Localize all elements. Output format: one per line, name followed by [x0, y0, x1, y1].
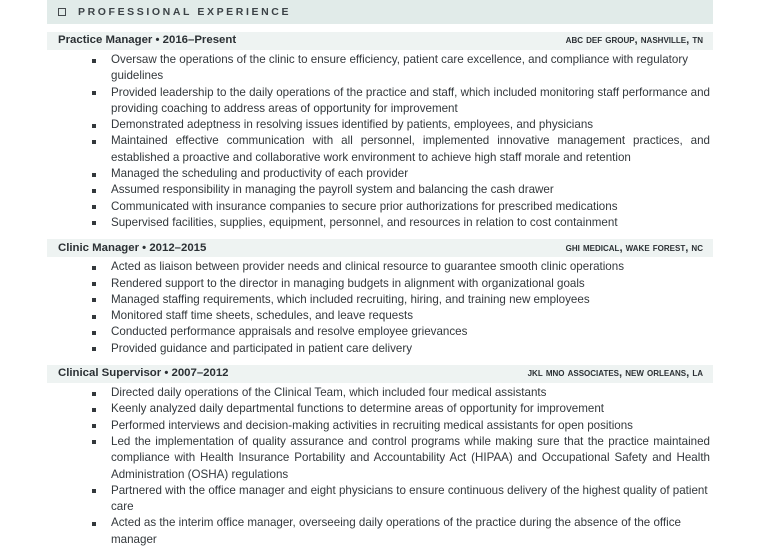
spacer — [47, 24, 713, 32]
list-item: Rendered support to the director in managing budgets in alignment with organizational goals — [47, 276, 713, 292]
list-item: Communicated with insurance companies to secure prior authorizations for prescribed medications — [47, 199, 713, 215]
job-title-0: Practice Manager • 2016–Present — [58, 34, 237, 47]
job-block-0 — [47, 32, 713, 231]
job-title-2: Clinical Supervisor • 2007–2012 — [58, 367, 229, 380]
list-item: Conducted performance appraisals and resolve employee grievances — [47, 324, 713, 340]
list-item: Supervised facilities, supplies, equipment, personnel, and resources in relation to cost containment — [47, 215, 713, 231]
list-item: Monitored staff time sheets, schedules, and leave requests — [47, 308, 713, 324]
job-title-1: Clinic Manager • 2012–2015 — [58, 241, 207, 254]
spacer — [47, 357, 713, 365]
list-item: Performed interviews and decision-making activities in recruiting medical assistants for open positions — [47, 418, 713, 434]
resume-content — [47, 0, 713, 548]
list-item: Oversaw the operations of the clinic to ensure efficiency, patient care excellence, and compliance with regulatory guidelines — [47, 52, 713, 85]
list-item: Acted as the interim office manager, overseeing daily operations of the practice during the absence of the office manager — [47, 515, 713, 548]
job-header-2 — [47, 365, 713, 383]
list-item: Led the implementation of quality assurance and control programs while making sure that the practice maintained compliance with Health Insurance Portability and Accountability Act (HIPAA) and Occupational Safety and Health Administration (OSHA) regulations — [47, 434, 713, 483]
job-header-0 — [47, 32, 713, 50]
list-item: Acted as liaison between provider needs and clinical resource to guarantee smooth clinic operations — [47, 259, 713, 275]
list-item: Maintained effective communication with all personnel, implemented innovative management practices, and established a proactive and collaborative work environment to achieve high staff morale and retention — [47, 133, 713, 166]
job-block-1 — [47, 239, 713, 357]
job-company-1: ghi medical, wake forest, nc — [565, 241, 703, 254]
square-outline-icon — [58, 8, 66, 16]
job-company-2: jkl mno associates, new orleans, la — [527, 367, 703, 380]
list-item: Provided leadership to the daily operations of the practice and staff, which included monitoring staff performance and providing coaching to address areas of opportunity for improvement — [47, 85, 713, 118]
section-header-professional-experience — [47, 0, 713, 24]
job-block-2 — [47, 365, 713, 548]
list-item: Partnered with the office manager and eight physicians to ensure continuous delivery of the highest quality of patient care — [47, 483, 713, 516]
list-item: Keenly analyzed daily departmental functions to determine areas of opportunity for improvement — [47, 401, 713, 417]
job-bullets-1 — [47, 259, 713, 357]
list-item: Assumed responsibility in managing the payroll system and balancing the cash drawer — [47, 182, 713, 198]
job-header-1 — [47, 239, 713, 257]
list-item: Demonstrated adeptness in resolving issues identified by patients, employees, and physicians — [47, 117, 713, 133]
section-title: PROFESSIONAL EXPERIENCE — [78, 5, 292, 18]
list-item: Managed staffing requirements, which included recruiting, hiring, and training new employees — [47, 292, 713, 308]
job-company-0: abc def group, nashville, tn — [565, 34, 703, 47]
job-bullets-2 — [47, 385, 713, 548]
list-item: Directed daily operations of the Clinical Team, which included four medical assistants — [47, 385, 713, 401]
list-item: Managed the scheduling and productivity of each provider — [47, 166, 713, 182]
job-bullets-0 — [47, 52, 713, 231]
list-item: Provided guidance and participated in patient care delivery — [47, 341, 713, 357]
spacer — [47, 231, 713, 239]
